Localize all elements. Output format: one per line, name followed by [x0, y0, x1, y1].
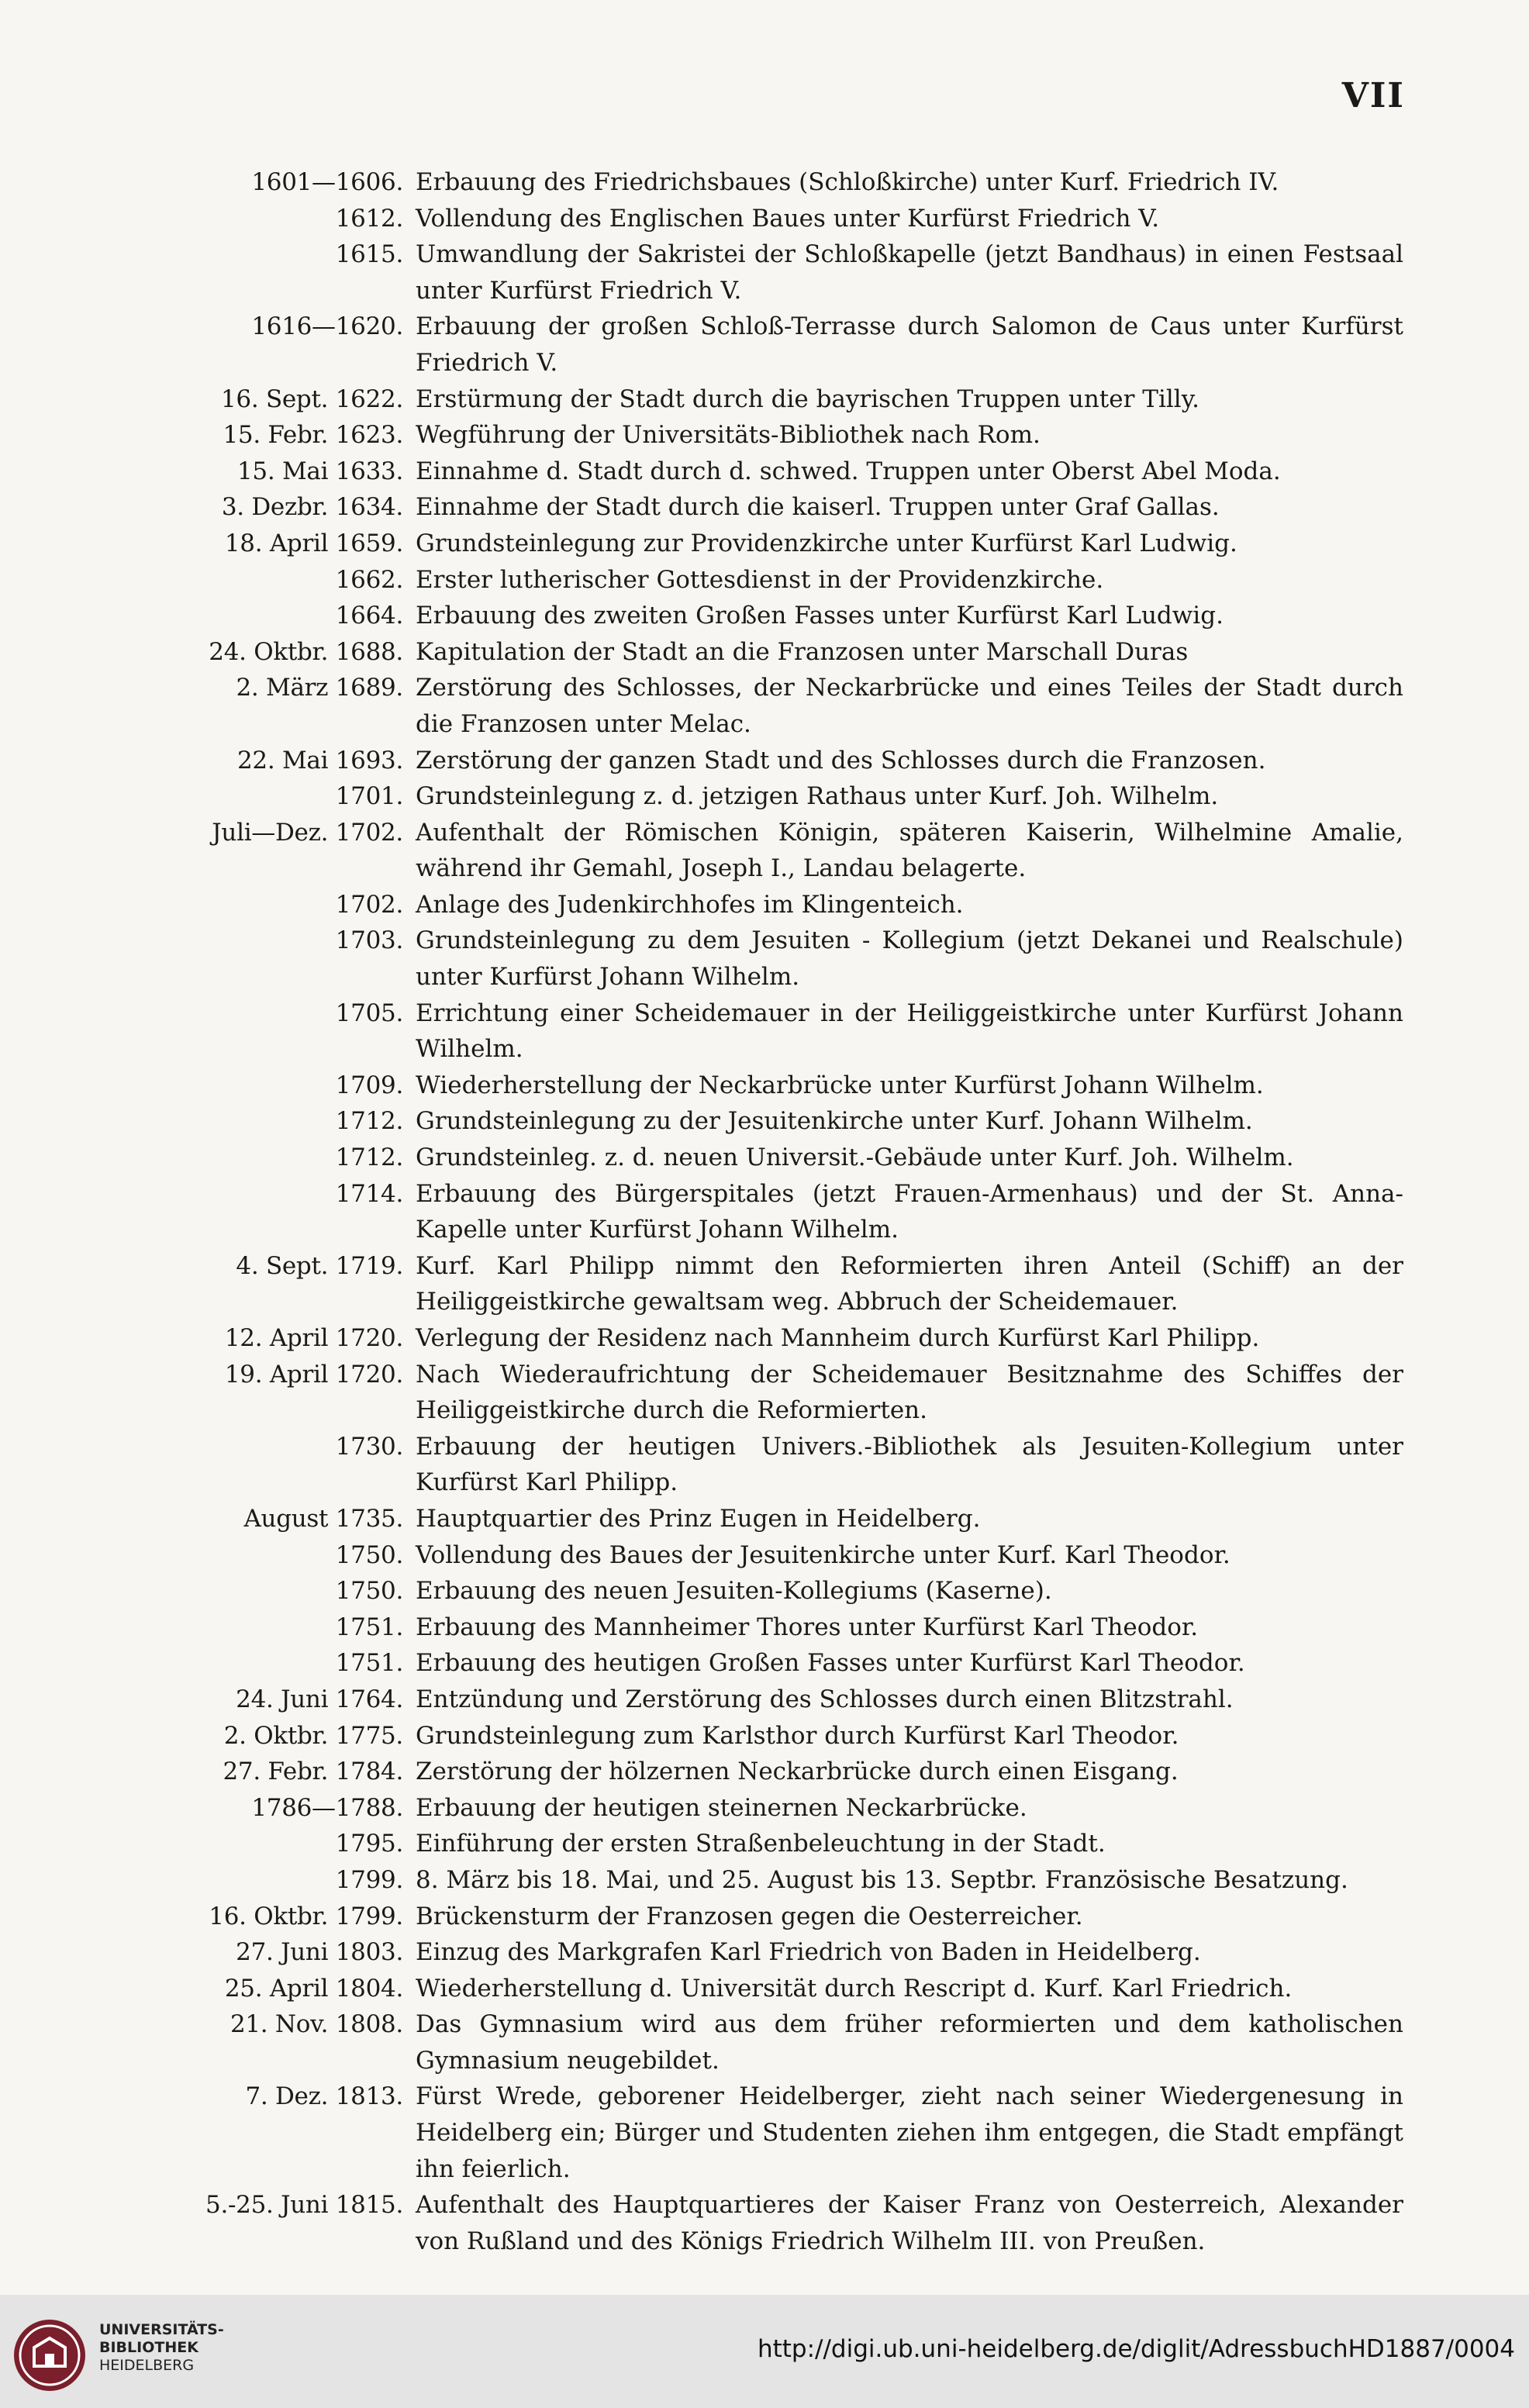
chronology-entry — [155, 1068, 1403, 1104]
entry-text: Aufenthalt der Römischen Königin, späteren Kaiserin, Wilhelmine Amalie, während ihr Gemahl, Joseph I., Landau belagerte. — [416, 818, 1403, 883]
university-seal-icon[interactable] — [11, 2317, 88, 2394]
chronology-entry — [155, 1682, 1403, 1718]
entry-text: Erbauung des heutigen Großen Fasses unter Kurfürst Karl Theodor. — [416, 1649, 1245, 1678]
chronology-entry — [155, 743, 1403, 779]
chronology-entry — [155, 1645, 1403, 1682]
entry-date: 1750. — [335, 1577, 403, 1606]
chronology-entry — [155, 309, 1403, 381]
chronology-entry — [155, 201, 1403, 237]
entry-date: 1601—1606. — [251, 168, 403, 196]
entry-date: 1662. — [335, 565, 403, 594]
chronology-list — [155, 164, 1403, 2259]
entry-date: 1616—1620. — [251, 312, 403, 341]
entry-date: 15. Febr. 1623. — [223, 421, 403, 450]
entry-text: Erstürmung der Stadt durch die bayrischen Truppen unter Tilly. — [416, 385, 1199, 413]
entry-text: Erbauung des Friedrichsbaues (Schloßkirche) unter Kurf. Friedrich IV. — [416, 168, 1279, 196]
entry-date: 1615. — [335, 240, 403, 269]
entry-date: 12. April 1720. — [224, 1324, 403, 1352]
entry-text: Einnahme d. Stadt durch d. schwed. Truppen unter Oberst Abel Moda. — [416, 457, 1281, 485]
chronology-entry — [155, 1176, 1403, 1248]
chronology-entry — [155, 995, 1403, 1068]
chronology-entry — [155, 1537, 1403, 1574]
entry-text: Umwandlung der Sakristei der Schloßkapelle (jetzt Bandhaus) in einen Festsaal unter Kurfürst Friedrich V. — [416, 240, 1403, 305]
chronology-entry — [155, 1754, 1403, 1790]
entry-date: 27. Febr. 1784. — [223, 1758, 403, 1786]
chronology-entry — [155, 417, 1403, 454]
entry-date: 1703. — [335, 926, 403, 955]
entry-text: Wegführung der Universitäts-Bibliothek nach Rom. — [416, 421, 1041, 450]
entry-text: Wiederherstellung d. Universität durch Rescript d. Kurf. Karl Friedrich. — [416, 1974, 1293, 2003]
entry-text: Erbauung des Mannheimer Thores unter Kurfürst Karl Theodor. — [416, 1613, 1199, 1641]
entry-text: 8. März bis 18. Mai, und 25. August bis 13. Septbr. Französische Besatzung. — [416, 1865, 1348, 1894]
entry-date: 1712. — [335, 1107, 403, 1136]
entry-text: Kurf. Karl Philipp nimmt den Reformierten ihren Anteil (Schiff) an der Heiliggeistkirche gewaltsam weg. Abbruch der Scheidemauer. — [416, 1251, 1403, 1316]
chronology-entry — [155, 1718, 1403, 1754]
entry-text: Verlegung der Residenz nach Mannheim durch Kurfürst Karl Philipp. — [416, 1324, 1260, 1352]
chronology-entry — [155, 164, 1403, 201]
entry-text: Grundsteinlegung zur Providenzkirche unter Kurfürst Karl Ludwig. — [416, 529, 1237, 557]
entry-date: 2. Oktbr. 1775. — [223, 1721, 403, 1750]
entry-date: 15. Mai 1633. — [237, 457, 403, 485]
chronology-entry — [155, 454, 1403, 490]
entry-text: Zerstörung des Schlosses, der Neckarbrücke und eines Teiles der Stadt durch die Franzosen unter Melac. — [416, 674, 1403, 738]
entry-text: Erbauung des zweiten Großen Fasses unter Kurfürst Karl Ludwig. — [416, 602, 1224, 630]
entry-text: Aufenthalt des Hauptquartieres der Kaiser Franz von Oesterreich, Alexander von Rußland und des Königs Friedrich Wilhelm III. von Preußen. — [416, 2191, 1403, 2255]
source-url-link[interactable]: http://digi.ub.uni-heidelberg.de/diglit/AdressbuchHD1887/0004 — [757, 2335, 1515, 2363]
entry-date: 27. Juni 1803. — [236, 1938, 403, 1967]
entry-date: 1786—1788. — [251, 1793, 403, 1822]
entry-date: 1750. — [335, 1540, 403, 1569]
entry-date: 24. Juni 1764. — [236, 1685, 403, 1713]
entry-text: Errichtung einer Scheidemauer in der Heiliggeistkirche unter Kurfürst Johann Wilhelm. — [416, 999, 1403, 1064]
entry-text: Einführung der ersten Straßenbeleuchtung in der Stadt. — [416, 1830, 1106, 1858]
chronology-entry — [155, 598, 1403, 634]
chronology-entry — [155, 1934, 1403, 1971]
entry-date: 1714. — [335, 1179, 403, 1208]
chronology-entry — [155, 1248, 1403, 1320]
chronology-entry — [155, 1501, 1403, 1537]
chronology-entry — [155, 236, 1403, 309]
library-name-line-1: UNIVERSITÄTS- — [99, 2321, 224, 2338]
chronology-entry — [155, 2079, 1403, 2187]
entry-text: Grundsteinlegung zu dem Jesuiten - Kollegium (jetzt Dekanei und Realschule) unter Kurfürst Johann Wilhelm. — [416, 926, 1403, 992]
entry-text: Vollendung des Englischen Baues unter Kurfürst Friedrich V. — [416, 204, 1160, 233]
chronology-entry — [155, 634, 1403, 671]
entry-text: Zerstörung der hölzernen Neckarbrücke durch einen Eisgang. — [416, 1758, 1179, 1786]
entry-date: Juli—Dez. 1702. — [212, 818, 403, 847]
entry-date: 1712. — [335, 1144, 403, 1172]
chronology-entry — [155, 1573, 1403, 1609]
page-number: VII — [1341, 76, 1405, 116]
entry-text: Wiederherstellung der Neckarbrücke unter Kurfürst Johann Wilhelm. — [416, 1071, 1264, 1099]
entry-text: Erbauung des Bürgerspitales (jetzt Frauen-Armenhaus) und der St. Anna-Kapelle unter Kurfürst Johann Wilhelm. — [416, 1179, 1403, 1244]
chronology-entry — [155, 1899, 1403, 1935]
library-name-line-2: BIBLIOTHEK — [99, 2339, 198, 2356]
entry-text: Erbauung der großen Schloß-Terrasse durch Salomon de Caus unter Kurfürst Friedrich V. — [416, 312, 1403, 377]
entry-date: 5.-25. Juni 1815. — [205, 2191, 403, 2220]
chronology-entry — [155, 1140, 1403, 1176]
library-name — [99, 2321, 224, 2375]
chronology-entry — [155, 778, 1403, 815]
entry-text: Einnahme der Stadt durch die kaiserl. Truppen unter Graf Gallas. — [416, 493, 1220, 522]
chronology-entry — [155, 1971, 1403, 2007]
chronology-entry — [155, 1862, 1403, 1899]
entry-text: Vollendung des Baues der Jesuitenkirche unter Kurf. Karl Theodor. — [416, 1540, 1230, 1569]
entry-text: Das Gymnasium wird aus dem früher reformierten und dem katholischen Gymnasium neugebildet. — [416, 2010, 1403, 2075]
entry-text: Nach Wiederaufrichtung der Scheidemauer Besitznahme des Schiffes der Heiliggeistkirche durch die Reformierten. — [416, 1360, 1403, 1425]
entry-date: 16. Sept. 1622. — [221, 385, 403, 413]
entry-date: 1709. — [335, 1071, 403, 1099]
entry-text: Entzündung und Zerstörung des Schlosses durch einen Blitzstrahl. — [416, 1685, 1234, 1713]
entry-text: Erbauung des neuen Jesuiten-Kollegiums (Kaserne). — [416, 1577, 1052, 1606]
entry-text: Grundsteinlegung zum Karlsthor durch Kurfürst Karl Theodor. — [416, 1721, 1179, 1750]
entry-text: Hauptquartier des Prinz Eugen in Heidelberg. — [416, 1504, 981, 1533]
entry-text: Zerstörung der ganzen Stadt und des Schlosses durch die Franzosen. — [416, 746, 1266, 774]
chronology-entry — [155, 1826, 1403, 1862]
entry-date: 1702. — [335, 890, 403, 919]
chronology-entry — [155, 2187, 1403, 2259]
chronology-entry — [155, 670, 1403, 742]
library-name-line-3: HEIDELBERG — [99, 2357, 195, 2374]
entry-date: 1799. — [335, 1865, 403, 1894]
chronology-entry — [155, 489, 1403, 526]
chronology-entry — [155, 1429, 1403, 1501]
entry-date: 1705. — [335, 999, 403, 1027]
entry-date: 1612. — [335, 204, 403, 233]
entry-text: Erbauung der heutigen steinernen Neckarbrücke. — [416, 1793, 1027, 1822]
entry-text: Grundsteinlegung zu der Jesuitenkirche unter Kurf. Johann Wilhelm. — [416, 1107, 1253, 1136]
entry-text: Erster lutherischer Gottesdienst in der Providenzkirche. — [416, 565, 1104, 594]
entry-text: Fürst Wrede, geborener Heidelberger, zieht nach seiner Wiedergenesung in Heidelberg ein; Bürger und Studenten ziehen ihm entgegen, die Stadt empfängt ihn feierlich. — [416, 2082, 1403, 2183]
entry-text: Anlage des Judenkirchhofes im Klingenteich. — [416, 890, 964, 919]
entry-text: Grundsteinlegung z. d. jetzigen Rathaus unter Kurf. Joh. Wilhelm. — [416, 782, 1219, 811]
entry-date: 1751. — [335, 1649, 403, 1678]
chronology-entry — [155, 381, 1403, 418]
entry-date: 1795. — [335, 1830, 403, 1858]
chronology-entry — [155, 562, 1403, 599]
entry-date: 18. April 1659. — [224, 529, 403, 557]
chronology-entry — [155, 887, 1403, 923]
chronology-entry — [155, 815, 1403, 887]
entry-date: 4. Sept. 1719. — [236, 1251, 403, 1280]
library-footer — [0, 2295, 1529, 2408]
entry-text: Grundsteinleg. z. d. neuen Universit.-Gebäude unter Kurf. Joh. Wilhelm. — [416, 1144, 1294, 1172]
chronology-entry — [155, 1609, 1403, 1646]
entry-date: 2. März 1689. — [236, 674, 403, 702]
chronology-entry — [155, 1320, 1403, 1357]
entry-date: 16. Oktbr. 1799. — [209, 1902, 403, 1930]
entry-date: 3. Dezbr. 1634. — [221, 493, 403, 522]
chronology-entry — [155, 923, 1403, 995]
entry-date: 19. April 1720. — [224, 1360, 403, 1389]
entry-text: Brückensturm der Franzosen gegen die Oesterreicher. — [416, 1902, 1083, 1930]
chronology-entry — [155, 2006, 1403, 2079]
chronology-entry — [155, 1790, 1403, 1827]
chronology-entry — [155, 1357, 1403, 1429]
entry-date: 1664. — [335, 602, 403, 630]
entry-date: 1730. — [335, 1432, 403, 1461]
entry-date: 24. Oktbr. 1688. — [209, 637, 403, 666]
entry-text: Kapitulation der Stadt an die Franzosen unter Marschall Duras — [416, 637, 1189, 666]
entry-date: 25. April 1804. — [224, 1974, 403, 2003]
entry-date: 22. Mai 1693. — [237, 746, 403, 774]
entry-date: 1701. — [335, 782, 403, 811]
entry-date: 1751. — [335, 1613, 403, 1641]
entry-date: August 1735. — [243, 1504, 403, 1533]
entry-text: Erbauung der heutigen Univers.-Bibliothek als Jesuiten-Kollegium unter Kurfürst Karl Philipp. — [416, 1432, 1403, 1497]
entry-text: Einzug des Markgrafen Karl Friedrich von Baden in Heidelberg. — [416, 1938, 1201, 1967]
entry-date: 7. Dez. 1813. — [245, 2082, 403, 2111]
chronology-entry — [155, 526, 1403, 562]
entry-date: 21. Nov. 1808. — [230, 2010, 403, 2039]
chronology-entry — [155, 1103, 1403, 1140]
